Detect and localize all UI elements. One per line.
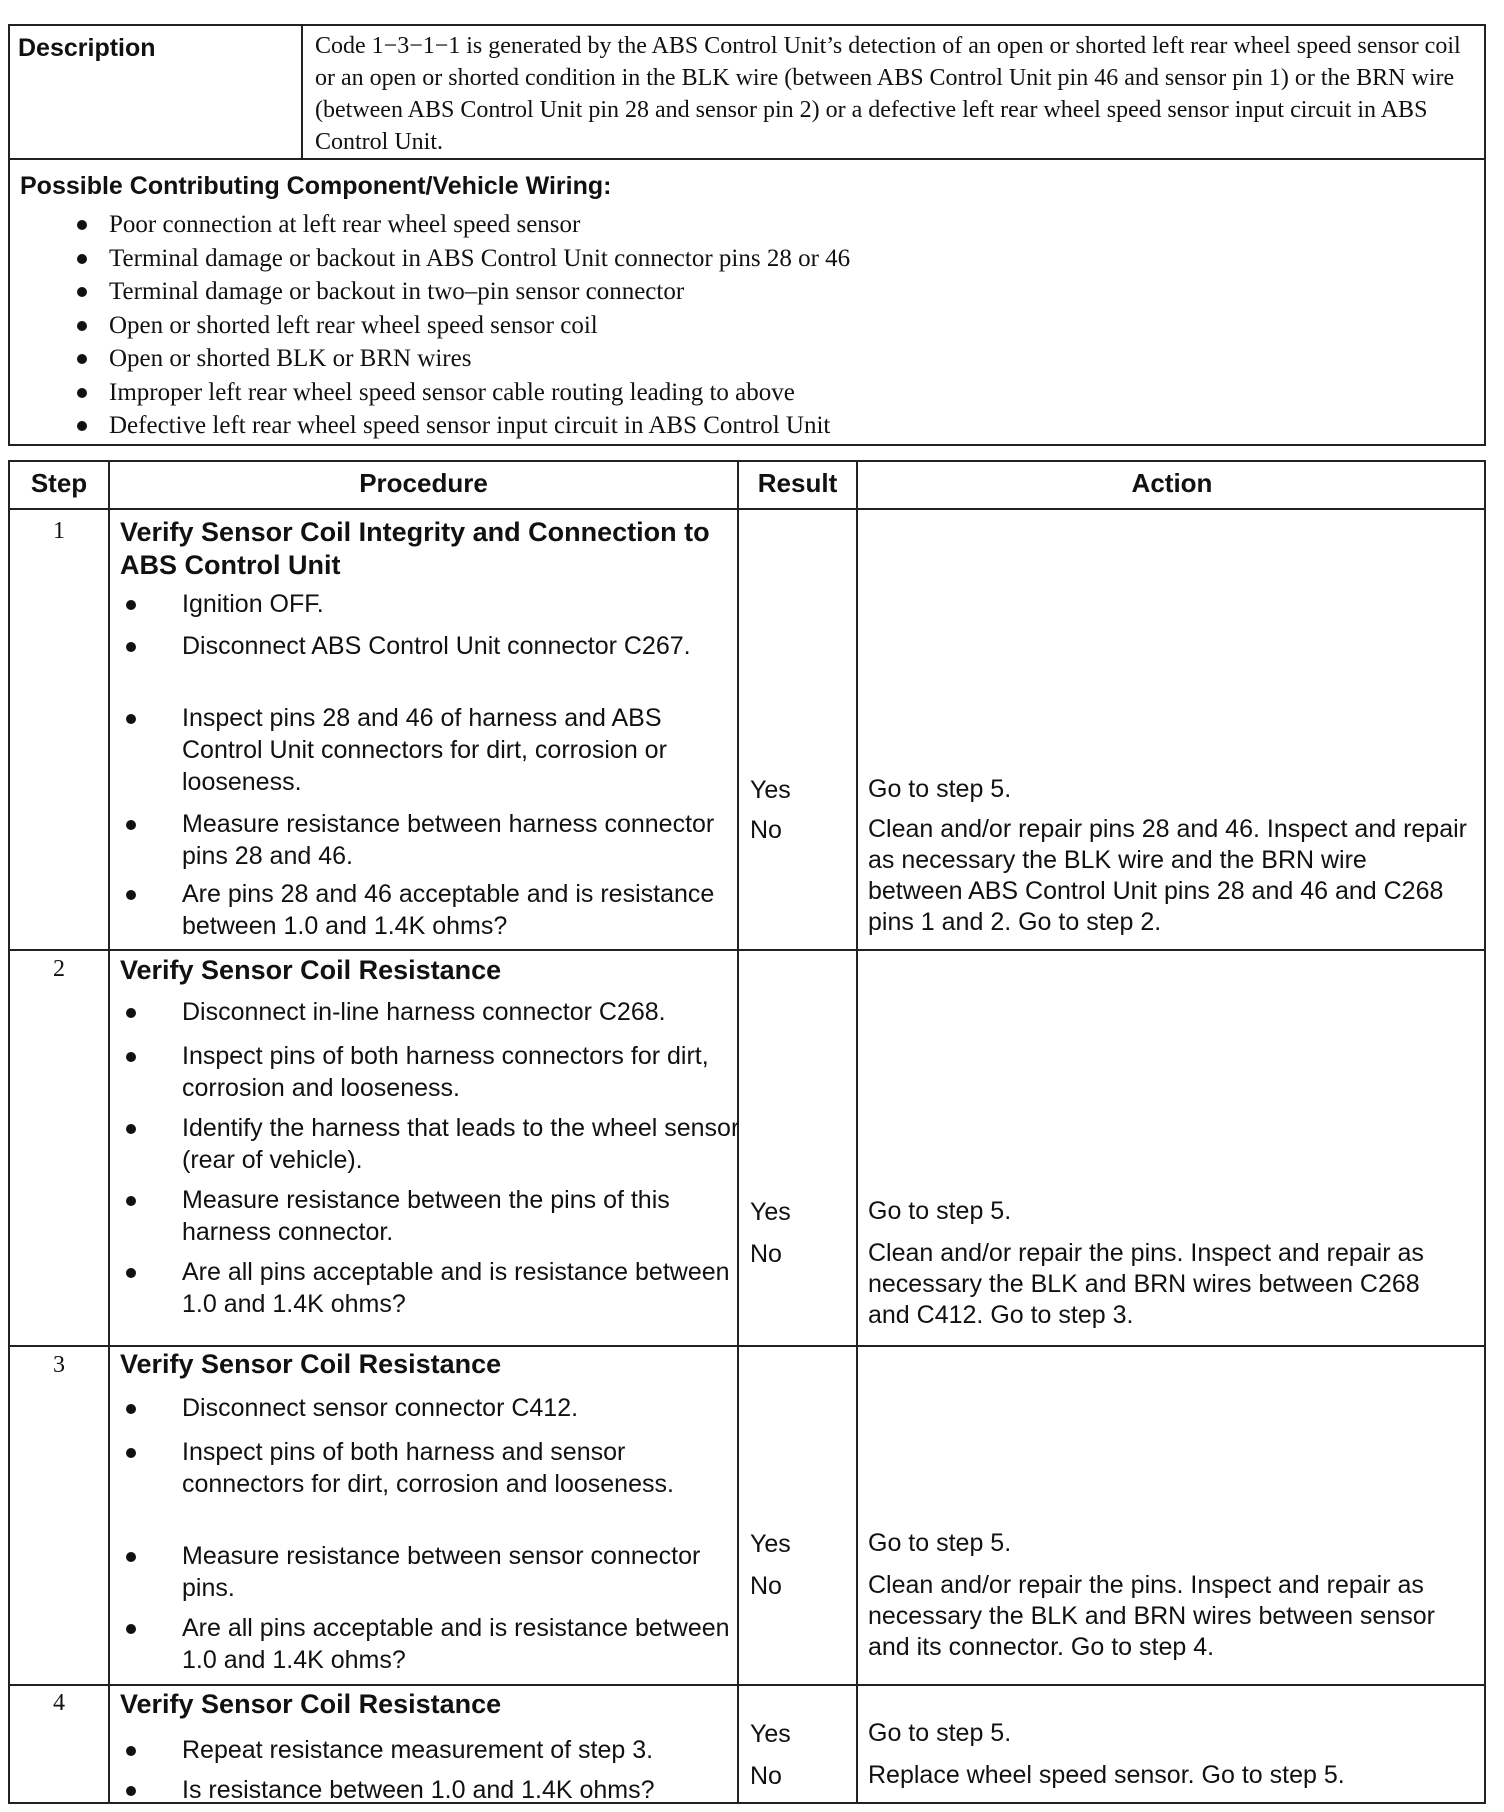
list-item: Terminal damage or backout in two–pin sensor connector: [65, 275, 850, 309]
action-no: Replace wheel speed sensor. Go to step 5.: [868, 1761, 1345, 1789]
bullet-icon: [126, 1124, 136, 1134]
column-divider: [108, 462, 110, 1802]
bullet-icon: [126, 1746, 136, 1756]
bullet-icon: [126, 1552, 136, 1562]
bullet-icon: [126, 1268, 136, 1278]
list-item: Defective left rear wheel speed sensor input circuit in ABS Control Unit: [65, 409, 850, 443]
list-item: Terminal damage or backout in ABS Control Unit connector pins 28 or 46: [65, 242, 850, 276]
bullet-icon: [126, 820, 136, 830]
bullet-icon: [126, 1448, 136, 1458]
action-yes: Go to step 5.: [868, 775, 1012, 803]
result-yes: Yes: [750, 1530, 791, 1558]
bullet-icon: [126, 1008, 136, 1018]
bullet-icon: [126, 642, 136, 652]
result-no: No: [750, 1240, 782, 1268]
bullet-icon: [126, 714, 136, 724]
row-divider: [10, 1345, 1484, 1347]
result-yes: Yes: [750, 1720, 791, 1748]
action-no: Clean and/or repair the pins. Inspect and repair as necessary the BLK and BRN wires between C268 and C412. Go to step 3.: [868, 1239, 1424, 1329]
bullet-icon: [77, 321, 87, 331]
bullet-icon: [126, 890, 136, 900]
result-yes: Yes: [750, 776, 791, 804]
step-title: Verify Sensor Coil Resistance: [120, 955, 502, 985]
bullet-icon: [126, 1624, 136, 1634]
bullet-icon: [126, 1404, 136, 1414]
row-divider: [10, 1684, 1484, 1686]
step-number: 4: [53, 1690, 65, 1716]
step-title: Verify Sensor Coil Resistance: [120, 1349, 502, 1379]
step-title: Verify Sensor Coil Resistance: [120, 1689, 502, 1719]
description-label: Description: [10, 26, 303, 158]
bullet-icon: [77, 354, 87, 364]
header-procedure: Procedure: [359, 468, 488, 498]
header-result: Result: [757, 468, 838, 498]
step-number: 2: [53, 956, 65, 982]
header-step: Step: [30, 468, 88, 498]
row-divider: [10, 949, 1484, 951]
description-section: [8, 24, 1486, 160]
result-no: No: [750, 1762, 782, 1790]
procedure-table: Step Procedure Result Action 1 Verify Sensor Coil Integrity and Connection to ABS Control Unit Ignition OFF. Disconnect ABS Control Unit connector C267. Inspect pins 28 and 46 of harness and ABS Control Unit connectors for dirt, corrosion or looseness. Measure resistance between harness connector pins 28 and 46. Are pins 28 and 46 acceptable and is resistance between 1.0 and 1.4K ohms? Yes No Go to step 5. Clean and/or repair pins 28 and 46. Inspect and repair as necessary the BLK wire and the BRN wire between ABS Control Unit pins 28 and 46 and C268 pins 1 and 2. Go to step 2. 2 Verify Sensor Coil Resistance Disconnect in-line harness connector C268. Inspect pins of both harness connectors for dirt, corrosion and looseness. Identify the harness that leads to the wheel sensor (rear of vehicle). Measure resistance between the pins of this harness connector. Are all pins acceptable and is resistance between 1.0 and 1.4K ohms? Yes No Go to step 5. Clean and/or repair the pins. Inspect and repair as necessary the BLK and BRN wires between C268 and C412. Go to step 3. 3 Verify Sensor Coil Resistance Disconnect sensor connector C412. Inspect pins of both harness and sensor connectors for dirt, corrosion and looseness. Measure resistance between sensor connector pins. Are all pins acceptable and is resistance between 1.0 and 1.4K ohms? Yes No Go to step 5. Clean and/or repair the pins. Inspect and repair as necessary the BLK and BRN wires between sensor and its connector. Go to step 4. 4 Verify Sensor Coil Resistance Repeat resistance measurement of step 3. Is resistance between 1.0 and 1.4K ohms? Yes No Go to step 5. Replace wheel speed sensor. Go to step 5.: [8, 460, 1486, 1804]
action-yes: Go to step 5.: [868, 1529, 1012, 1557]
bullet-icon: [77, 254, 87, 264]
list-item: Poor connection at left rear wheel speed sensor: [65, 208, 850, 242]
bullet-icon: [77, 388, 87, 398]
step-number: 1: [53, 518, 65, 544]
bullet-icon: [126, 1786, 136, 1796]
contributing-title: Possible Contributing Component/Vehicle Wiring:: [20, 172, 612, 200]
contributing-section: [8, 160, 1486, 446]
action-yes: Go to step 5.: [868, 1719, 1012, 1747]
contributing-list: [65, 208, 850, 443]
row-divider: [10, 508, 1484, 510]
header-action: Action: [1131, 468, 1213, 498]
list-item: Improper left rear wheel speed sensor cable routing leading to above: [65, 376, 850, 410]
action-no: Clean and/or repair pins 28 and 46. Inspect and repair as necessary the BLK wire and the BRN wire between ABS Control Unit pins 28 and 46 and C268 pins 1 and 2. Go to step 2.: [868, 815, 1467, 936]
action-yes: Go to step 5.: [868, 1197, 1012, 1225]
list-item: Open or shorted BLK or BRN wires: [65, 342, 850, 376]
bullet-icon: [77, 220, 87, 230]
bullet-icon: [126, 1196, 136, 1206]
bullet-icon: [77, 421, 87, 431]
description-text: Code 1−3−1−1 is generated by the ABS Control Unit’s detection of an open or shorted left rear wheel speed sensor coil or an open or shorted condition in the BLK wire (between ABS Control Unit pin 46 and sensor pin 1) or the BRN wire (between ABS Control Unit pin 28 and sensor pin 2) or a defective left rear wheel speed sensor input circuit in ABS Control Unit.: [315, 33, 1461, 155]
result-no: No: [750, 816, 782, 844]
list-item: Open or shorted left rear wheel speed sensor coil: [65, 309, 850, 343]
column-divider: [856, 462, 858, 1802]
action-no: Clean and/or repair the pins. Inspect and repair as necessary the BLK and BRN wires between sensor and its connector. Go to step 4.: [868, 1571, 1435, 1661]
result-no: No: [750, 1572, 782, 1600]
bullet-icon: [126, 1052, 136, 1062]
step-number: 3: [53, 1352, 65, 1378]
step-title: Verify Sensor Coil Integrity and Connection to ABS Control Unit: [120, 517, 710, 580]
bullet-icon: [77, 287, 87, 297]
bullet-icon: [126, 600, 136, 610]
result-yes: Yes: [750, 1198, 791, 1226]
